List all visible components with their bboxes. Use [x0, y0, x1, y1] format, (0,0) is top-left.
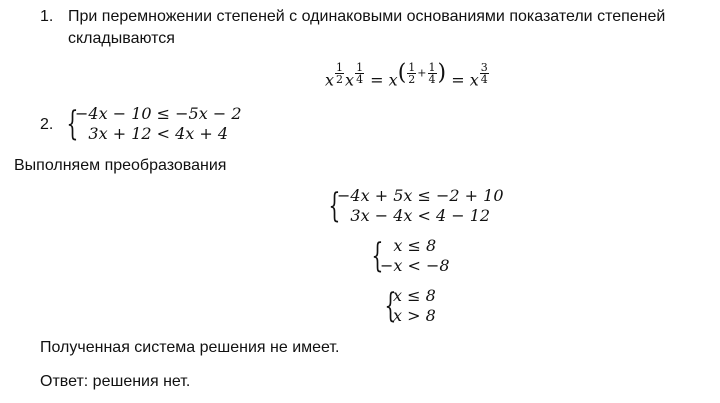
formula-base: x: [388, 70, 398, 90]
system-3-row-2: −x < −8: [380, 256, 450, 275]
conclusion-text: Полученная система решения не имеет.: [40, 339, 340, 356]
formula-base: x: [345, 70, 355, 90]
system-4-row-1: x ≤ 8: [393, 286, 436, 305]
left-brace-icon: {: [371, 236, 384, 276]
item-1-text-line1: При перемножении степеней с одинаковыми основаниями показатели степеней: [68, 8, 666, 25]
system-2: [324, 186, 504, 226]
equals-sign: =: [370, 70, 384, 90]
system-2-row-1: −4x + 5x ≤ −2 + 10: [337, 186, 504, 205]
system-1-row-2: 3x + 12 < 4x + 4: [88, 124, 229, 143]
system-1: [62, 104, 242, 144]
exponent-2: $\frac{1}{4}$: [356, 61, 364, 86]
exponent-sum: ( $\frac{1}{2}$ + $\frac{1}{4}$ ): [397, 60, 447, 86]
power-formula: [325, 62, 490, 91]
answer-text: Ответ: решения нет.: [40, 373, 191, 390]
transform-label: Выполняем преобразования: [14, 157, 227, 174]
left-brace-icon: {: [328, 186, 341, 226]
equals-sign: =: [451, 70, 465, 90]
left-brace-icon: {: [384, 286, 397, 326]
left-brace-icon: {: [66, 104, 79, 144]
system-4: [380, 286, 436, 326]
formula-base: x: [325, 70, 335, 90]
item-1-text-line2: складываются: [68, 30, 175, 47]
system-3-row-1: x ≤ 8: [393, 236, 437, 255]
item-1-number: 1.: [40, 8, 54, 25]
system-3: [367, 236, 450, 276]
exponent-1: $\frac{1}{2}$: [336, 61, 344, 86]
formula-base: x: [469, 70, 479, 90]
system-1-row-1: −4x − 10 ≤ −5x − 2: [75, 104, 242, 123]
exponent-result: $\frac{3}{4}$: [480, 61, 488, 86]
item-2-number: 2.: [40, 116, 54, 133]
system-4-row-2: x > 8: [393, 306, 436, 325]
system-2-row-2: 3x − 4x < 4 − 12: [350, 206, 491, 225]
